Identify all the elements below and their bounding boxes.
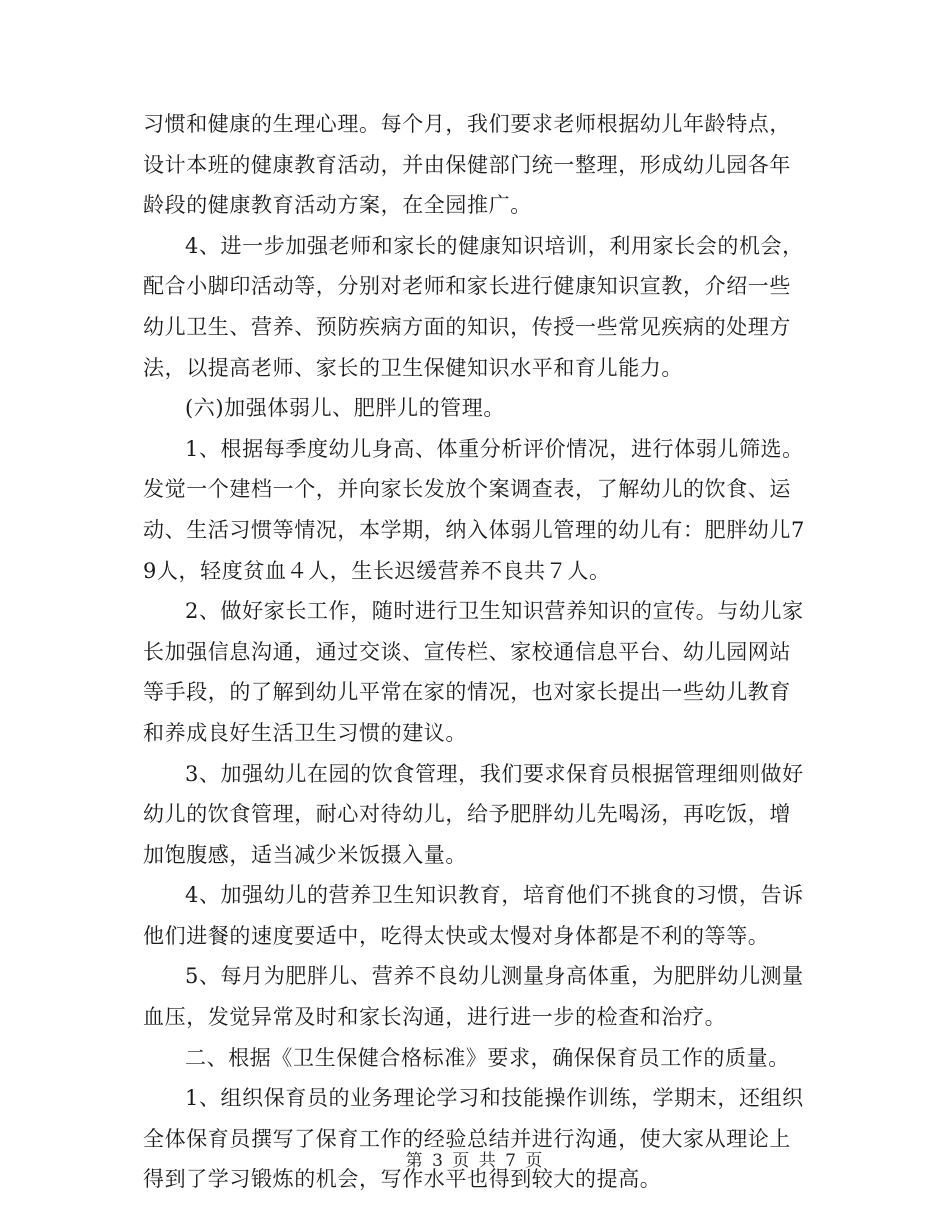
page-number-footer: 第 3 页 共 7 页 (405, 1151, 545, 1171)
paragraph-item-1-screening: 1、根据每季度幼儿身高、体重分析评价情况，进行体弱儿筛选。发觉一个建档一个，并向家长发放个案调查表，了解幼儿的饮食、运动、生活习惯等情况，本学期，纳入体弱儿管理的幼儿有：肥胖幼儿79人，轻度贫血４人，生长迟缓营养不良共７人。 (143, 436, 805, 583)
paragraph-item-3-diet: 3、加强幼儿在园的饮食管理，我们要求保育员根据管理细则做好幼儿的饮食管理，耐心对待幼儿，给予肥胖幼儿先喝汤，再吃饭，增加饱腹感，适当减少米饭摄入量。 (143, 761, 804, 867)
document-body (143, 104, 811, 1200)
paragraph-item-5-measurement: 5、每月为肥胖儿、营养不良幼儿测量身高体重，为肥胖幼儿测量血压，发觉异常及时和家长沟通，进行进一步的检查和治疗。 (143, 964, 804, 1030)
section-heading-six: (六)加强体弱儿、肥胖儿的管理。 (185, 396, 505, 421)
paragraph-item-2-parents: 2、做好家长工作，随时进行卫生知识营养知识的宣传。与幼儿家长加强信息沟通，通过交谈、宣传栏、家校通信息平台、幼儿园网站等手段，的了解到幼儿平常在家的情况，也对家长提出一些幼儿教育和养成良好生活卫生习惯的建议。 (143, 599, 804, 745)
paragraph-continuation: 习惯和健康的生理心理。每个月，我们要求老师根据幼儿年龄特点，设计本班的健康教育活动，并由保健部门统一整理，形成幼儿园各年龄段的健康教育活动方案，在全园推广。 (143, 112, 791, 218)
paragraph-item-4-nutrition: 4、加强幼儿的营养卫生知识教育，培育他们不挑食的习惯，告诉他们进餐的速度要适中，吃得太快或太慢对身体都是不利的等等。 (143, 883, 804, 948)
paragraph-item-1-training: 1、组织保育员的业务理论学习和技能操作训练，学期末，还组织全体保育员撰写了保育工作的经验总结并进行沟通，使大家从理论上得到了学习锻炼的机会，写作水平也得到较大的提高。 (143, 1086, 804, 1192)
section-heading-two: 二、根据《卫生保健合格标准》要求，确保保育员工作的质量。 (185, 1045, 790, 1070)
paragraph-item-4-training: 4、进一步加强老师和家长的健康知识培训，利用家长会的机会，配合小脚印活动等，分别对老师和家长进行健康知识宣教，介绍一些幼儿卫生、营养、预防疾病方面的知识，传授一些常见疾病的处理方法，以提高老师、家长的卫生保健知识水平和育儿能力。 (143, 233, 804, 380)
